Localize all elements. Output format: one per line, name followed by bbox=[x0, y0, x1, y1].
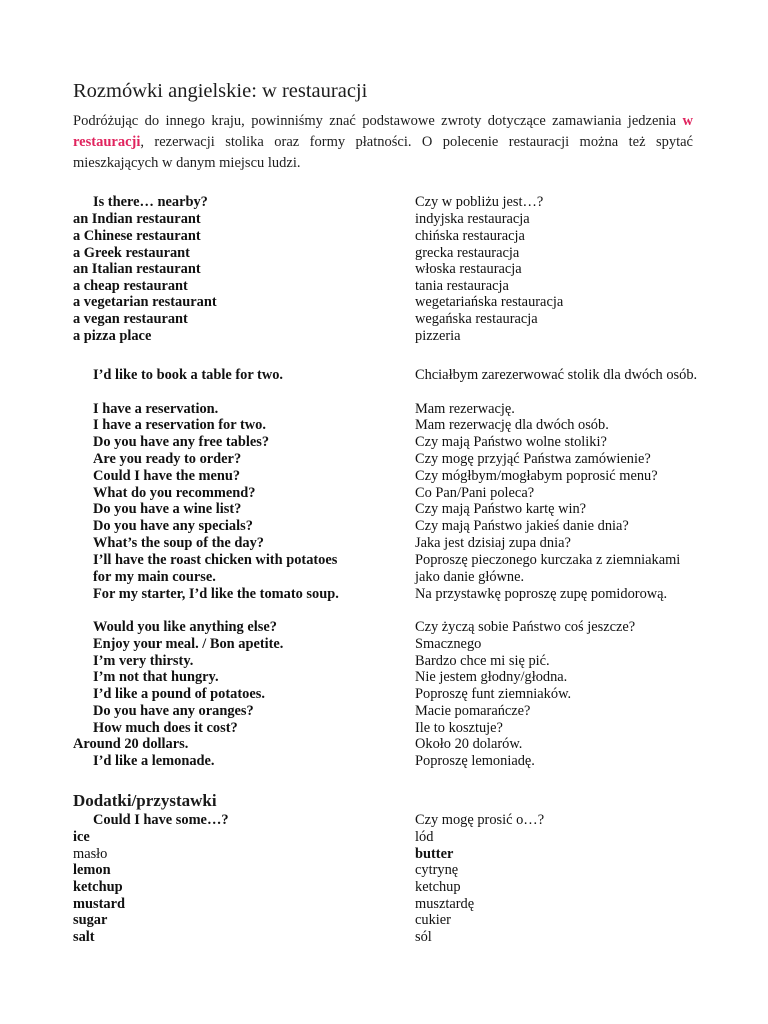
phrase-english: a vegan restaurant bbox=[73, 311, 188, 327]
phrase-polish: cukier bbox=[415, 912, 451, 928]
phrase-english: an Indian restaurant bbox=[73, 211, 201, 227]
phrase-polish: Poproszę lemoniadę. bbox=[415, 753, 535, 769]
phrase-polish: Czy mają Państwo kartę win? bbox=[415, 501, 587, 517]
phrase-english: Could I have the menu? bbox=[93, 468, 241, 484]
phrase-english: I have a reservation for two. bbox=[93, 417, 266, 433]
phrase-polish: Nie jestem głodny/głodna. bbox=[415, 669, 568, 685]
phrase-english: a cheap restaurant bbox=[73, 278, 188, 294]
phrase-english: mustard bbox=[73, 896, 125, 912]
phrase-polish: Mam rezerwację dla dwóch osób. bbox=[415, 417, 609, 433]
phrase-polish: Ile to kosztuje? bbox=[415, 720, 503, 736]
phrase-polish: cytrynę bbox=[415, 862, 459, 878]
phrase-polish: Na przystawkę poproszę zupę pomidorową. bbox=[415, 586, 668, 602]
phrase-polish: Poproszę funt ziemniaków. bbox=[415, 686, 572, 702]
phrase-english: How much does it cost? bbox=[93, 720, 238, 736]
phrase-english: lemon bbox=[73, 862, 111, 878]
phrase-english: Is there… nearby? bbox=[93, 194, 208, 210]
phrase-polish: musztardę bbox=[415, 896, 475, 912]
phrase-polish: Czy życzą sobie Państwo coś jeszcze? bbox=[415, 619, 636, 635]
page-title: Rozmówki angielskie: w restauracji bbox=[73, 80, 368, 102]
phrase-english: Do you have any specials? bbox=[93, 518, 253, 534]
intro-text-end: , rezerwacji stolika oraz formy płatności. O polecenie restauracji można też spytać mieszkających w danym miejscu ludzi. bbox=[73, 134, 693, 171]
phrase-polish: Co Pan/Pani poleca? bbox=[415, 485, 535, 501]
phrase-english: I’d like to book a table for two. bbox=[93, 367, 284, 383]
phrase-polish: Poproszę pieczonego kurczaka z ziemniakami jako danie główne. bbox=[415, 552, 681, 585]
phrase-english: Are you ready to order? bbox=[93, 451, 242, 467]
phrase-polish: Mam rezerwację. bbox=[415, 401, 515, 417]
phrase-english: Do you have any free tables? bbox=[93, 434, 270, 450]
phrase-english: a pizza place bbox=[73, 328, 152, 344]
phrase-english: a Chinese restaurant bbox=[73, 228, 201, 244]
phrase-polish: Czy mogę przyjąć Państwa zamówienie? bbox=[415, 451, 651, 467]
phrase-polish: lód bbox=[415, 829, 434, 845]
phrase-english: I’d like a lemonade. bbox=[93, 753, 215, 769]
phrase-polish: włoska restauracja bbox=[415, 261, 522, 277]
phrase-english: salt bbox=[73, 929, 95, 945]
phrase-english: masło bbox=[73, 846, 108, 862]
phrase-english: Do you have any oranges? bbox=[93, 703, 254, 719]
phrase-english: I’m not that hungry. bbox=[93, 669, 219, 685]
section-heading: Dodatki/przystawki bbox=[73, 791, 217, 810]
phrase-polish: wegetariańska restauracja bbox=[415, 294, 564, 310]
phrase-polish: Smacznego bbox=[415, 636, 482, 652]
phrase-polish: Czy w pobliżu jest…? bbox=[415, 194, 544, 210]
intro-text-start: Podróżując do innego kraju, powinniśmy znać podstawowe zwroty dotyczące zamawiania jedzenia bbox=[73, 113, 683, 129]
intro-paragraph bbox=[73, 111, 693, 174]
phrase-polish: Czy mogę prosić o…? bbox=[415, 812, 545, 828]
phrase-english: What’s the soup of the day? bbox=[93, 535, 264, 551]
phrase-english: I’d like a pound of potatoes. bbox=[93, 686, 265, 702]
restaurant-link[interactable]: w restauracji bbox=[73, 113, 693, 150]
phrase-polish: chińska restauracja bbox=[415, 228, 525, 244]
phrase-polish: sól bbox=[415, 929, 432, 945]
phrase-english: Enjoy your meal. / Bon apetite. bbox=[93, 636, 284, 652]
phrase-english: an Italian restaurant bbox=[73, 261, 201, 277]
phrase-polish: grecka restauracja bbox=[415, 245, 520, 261]
phrase-polish: Jaka jest dzisiaj zupa dnia? bbox=[415, 535, 571, 551]
phrase-polish: pizzeria bbox=[415, 328, 461, 344]
phrase-polish: butter bbox=[415, 846, 454, 862]
phrase-english: ice bbox=[73, 829, 90, 845]
phrase-english: a vegetarian restaurant bbox=[73, 294, 217, 310]
phrase-polish: Czy mają Państwo wolne stoliki? bbox=[415, 434, 607, 450]
phrase-english: I’ll have the roast chicken with potatoes for my main course. bbox=[93, 552, 338, 585]
phrase-english: sugar bbox=[73, 912, 108, 928]
phrase-polish: Czy mógłbym/mogłabym poprosić menu? bbox=[415, 468, 658, 484]
phrase-english: I have a reservation. bbox=[93, 401, 219, 417]
phrase-english: Do you have a wine list? bbox=[93, 501, 242, 517]
phrase-polish: Bardzo chce mi się pić. bbox=[415, 653, 550, 669]
phrase-polish: tania restauracja bbox=[415, 278, 509, 294]
phrase-english: Would you like anything else? bbox=[93, 619, 277, 635]
phrase-english: a Greek restaurant bbox=[73, 245, 190, 261]
phrase-polish: indyjska restauracja bbox=[415, 211, 530, 227]
phrase-polish: wegańska restauracja bbox=[415, 311, 538, 327]
phrase-polish: Około 20 dolarów. bbox=[415, 736, 523, 752]
phrase-polish: Czy mają Państwo jakieś danie dnia? bbox=[415, 518, 629, 534]
phrase-english: Could I have some…? bbox=[93, 812, 229, 828]
phrase-english: For my starter, I’d like the tomato soup. bbox=[93, 586, 339, 602]
phrase-polish: Macie pomarańcze? bbox=[415, 703, 531, 719]
phrase-english: Around 20 dollars. bbox=[73, 736, 189, 752]
phrase-polish: Chciałbym zarezerwować stolik dla dwóch osób. bbox=[415, 367, 698, 383]
phrase-polish: ketchup bbox=[415, 879, 461, 895]
phrase-english: I’m very thirsty. bbox=[93, 653, 194, 669]
phrase-english: What do you recommend? bbox=[93, 485, 256, 501]
phrase-english: ketchup bbox=[73, 879, 123, 895]
